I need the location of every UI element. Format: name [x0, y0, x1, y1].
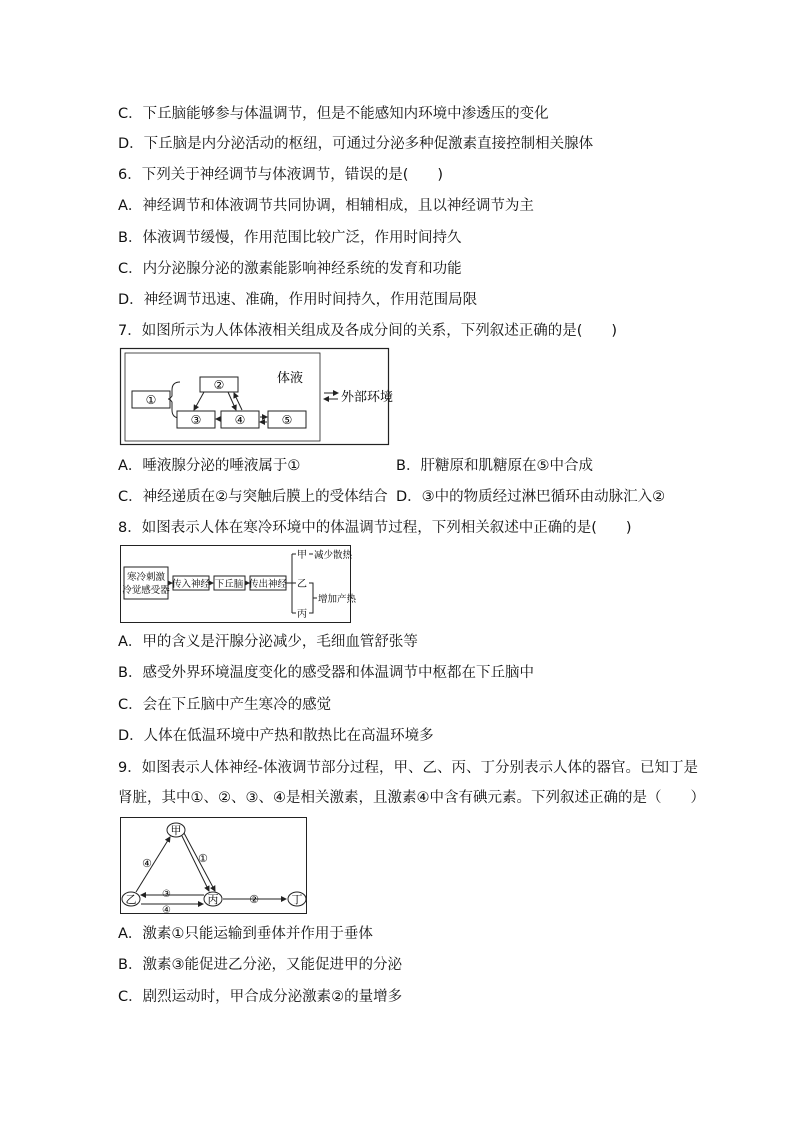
q8-label-cold-receptor: 冷觉感受器 — [122, 585, 170, 596]
q7-node-5: ⑤ — [281, 413, 293, 427]
q6-stem: 6．下列关于神经调节与体液调节，错误的是( ) — [118, 167, 444, 183]
q8-option-c: C．会在下丘脑中产生寒冷的感觉 — [118, 697, 332, 713]
q7-node-3: ③ — [190, 413, 202, 427]
q9-label-h2: ② — [249, 893, 259, 906]
q8-label-reduce-heat-loss: 减少散热 — [314, 550, 353, 561]
q8-option-a: A．甲的含义是汗腺分泌减少，毛细血管舒张等 — [118, 634, 418, 650]
q8-label-increase-heat: 增加产热 — [318, 594, 357, 605]
q9-option-b: B．激素③能促进乙分泌，又能促进甲的分泌 — [118, 957, 402, 973]
q9-node-yi: 乙 — [125, 893, 137, 906]
q7-option-b: B．肝糖原和肌糖原在⑤中合成 — [396, 458, 593, 474]
q9-node-ding: 丁 — [291, 893, 303, 906]
q7-label-outside: 外部环境 — [341, 390, 394, 405]
q9-stem-line1: 9．如图表示人体神经-体液调节部分过程，甲、乙、丙、丁分别表示人体的器官。已知丁是 — [118, 760, 698, 776]
q9-node-bing: 丙 — [207, 893, 219, 906]
q9-option-c: C．剧烈运动时，甲合成分泌激素②的量增多 — [118, 989, 403, 1005]
q9-label-h4-left: ④ — [142, 857, 152, 870]
q5-option-d: D．下丘脑是内分泌活动的枢纽，可通过分泌多种促激素直接控制相关腺体 — [118, 136, 594, 152]
q7-stem: 7．如图所示为人体体液相关组成及各成分间的关系，下列叙述正确的是( ) — [118, 323, 618, 339]
q8-stem: 8．如图表示人体在寒冷环境中的体温调节过程，下列相关叙述中正确的是( ) — [118, 520, 632, 536]
q7-option-a: A．唾液腺分泌的唾液属于① — [118, 458, 301, 474]
q9-label-h1: ① — [198, 852, 208, 865]
q8-label-bing: 丙 — [297, 609, 307, 620]
q9-option-a: A．激素①只能运输到垂体并作用于垂体 — [118, 926, 373, 942]
q7-option-c: C．神经递质在②与突触后膜上的受体结合 — [118, 489, 388, 505]
q9-node-jia: 甲 — [170, 824, 182, 837]
q8-label-hypothalamus: 下丘脑 — [214, 579, 244, 590]
q8-thermoregulation-diagram — [120, 545, 357, 624]
q6-option-a: A．神经调节和体液调节共同协调，相辅相成，且以神经调节为主 — [118, 198, 534, 214]
q7-option-d: D．③中的物质经过淋巴循环由动脉汇入② — [396, 489, 666, 505]
q8-label-cold-stimulus: 寒冷刺激 — [126, 572, 166, 583]
q7-title-body-fluid: 体液 — [276, 371, 304, 386]
q9-stem-line2: 肾脏，其中①、②、③、④是相关激素，且激素④中含有碘元素。下列叙述正确的是（ ） — [118, 790, 705, 806]
q8-label-efferent-nerve: 传出神经 — [248, 579, 288, 590]
q8-label-afferent-nerve: 传入神经 — [171, 579, 211, 590]
q7-node-2: ② — [213, 378, 225, 392]
q6-option-d: D．神经调节迅速、准确，作用时间持久，作用范围局限 — [118, 292, 478, 308]
q7-node-1: ① — [145, 393, 157, 407]
q9-neuro-humoral-diagram — [120, 817, 308, 915]
q6-option-c: C．内分泌腺分泌的激素能影响神经系统的发育和功能 — [118, 261, 462, 277]
q7-node-4: ④ — [234, 413, 246, 427]
q6-option-b: B．体液调节缓慢，作用范围比较广泛，作用时间持久 — [118, 230, 462, 246]
q8-label-yi: 乙 — [297, 579, 307, 590]
q5-option-c: C．下丘脑能够参与体温调节，但是不能感知内环境中渗透压的变化 — [118, 106, 549, 122]
q9-label-h3: ③ — [162, 889, 171, 900]
q8-option-d: D．人体在低温环境中产热和散热比在高温环境多 — [118, 728, 434, 744]
q8-option-b: B．感受外界环境温度变化的感受器和体温调节中枢都在下丘脑中 — [118, 665, 534, 681]
q9-label-h4-bottom: ④ — [162, 905, 171, 916]
q8-label-jia: 甲 — [297, 550, 307, 561]
q7-body-fluid-diagram — [120, 348, 394, 446]
